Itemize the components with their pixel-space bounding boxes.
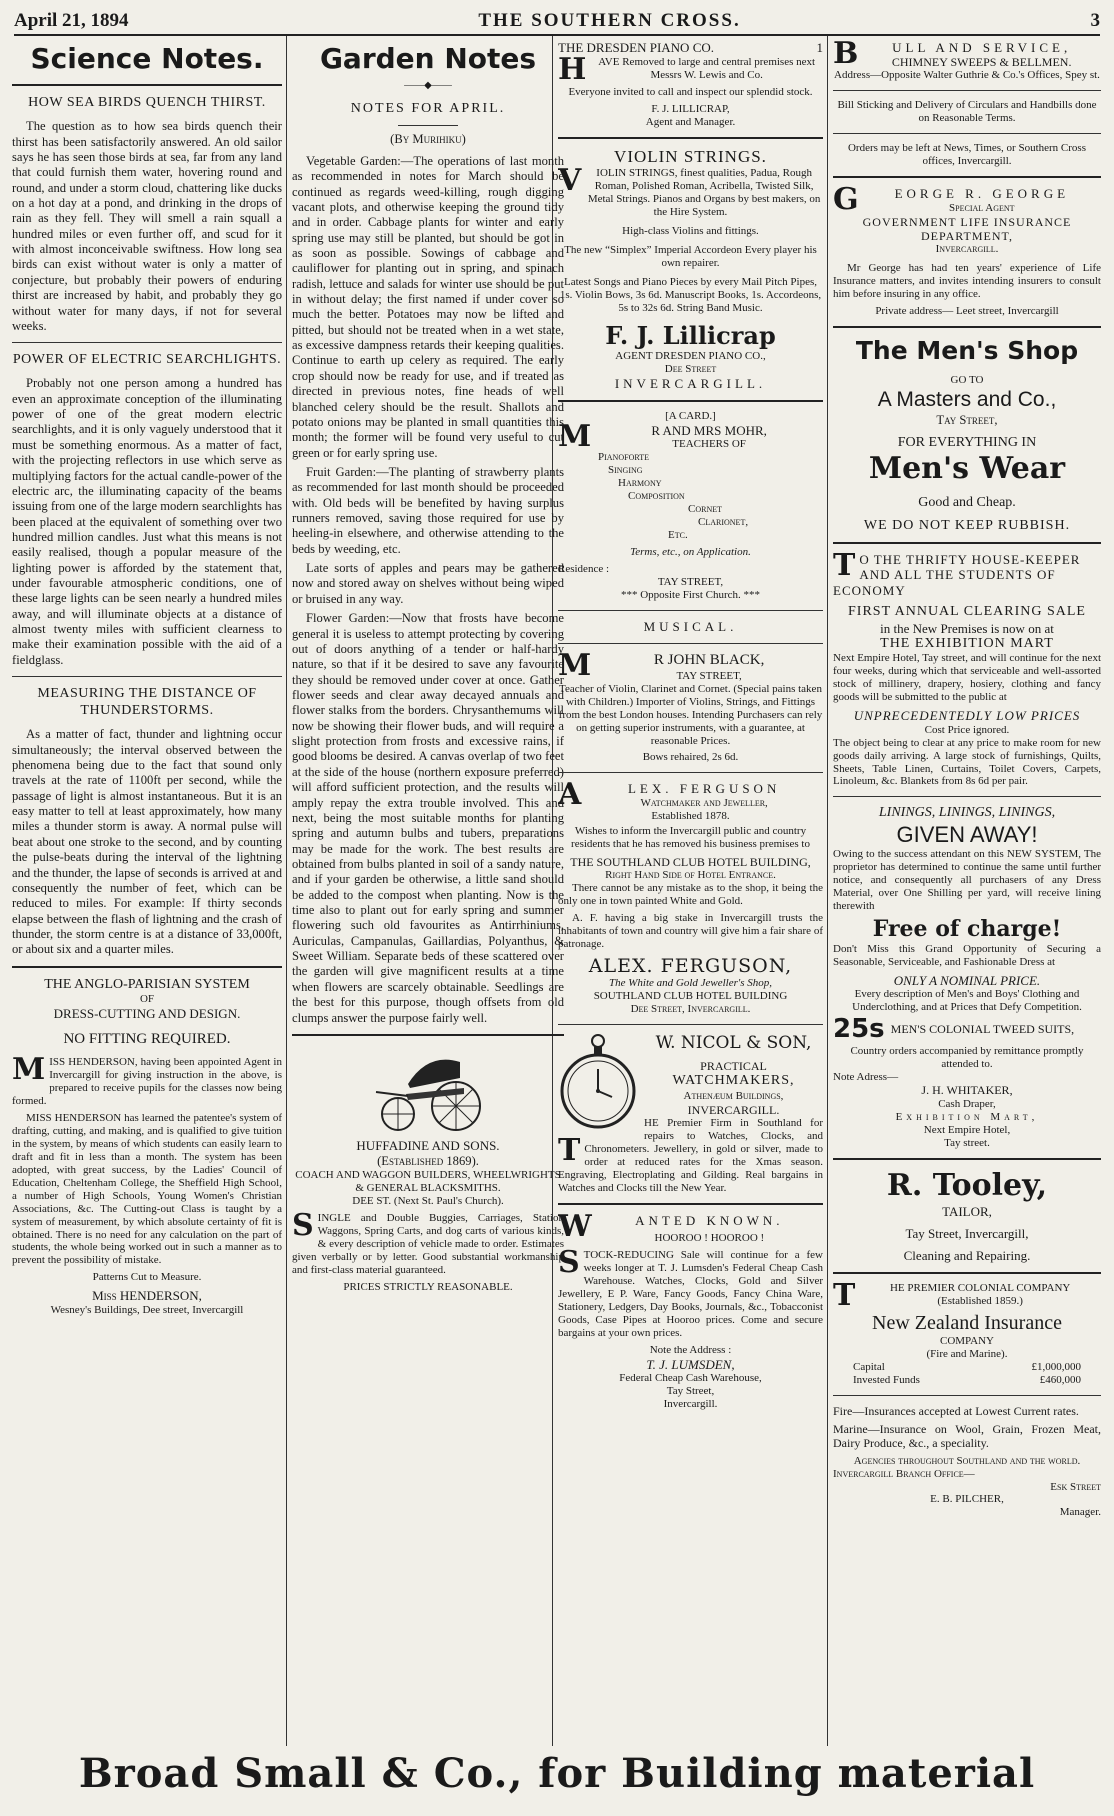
drop-cap: B	[833, 40, 859, 71]
ad-text: in the New Premises is now on at	[880, 620, 1054, 636]
footer-banner: Broad Small & Co., for Building material	[78, 1750, 1036, 1797]
divider	[558, 400, 823, 402]
ad-text: GO TO	[950, 374, 984, 387]
lillicrap-title: F. J. Lillicrap	[605, 321, 776, 351]
divider	[558, 643, 823, 644]
column-rule	[286, 36, 287, 1746]
mens-shop-title: The Men's Shop	[855, 335, 1079, 365]
ad-text: Right Hand Side of Hotel Entrance.	[605, 868, 776, 881]
article-text: Late sorts of apples and pears may be gathered now and stored away on shelves without being wiped or bruised in any way.	[292, 561, 564, 606]
ad-text: Every description of Men's and Boys' Clothing and Underclothing, and at Prices that Defy Competition.	[852, 987, 1082, 1013]
ad-text: Good and Cheap.	[918, 494, 1016, 510]
ad-text: ISS HENDERSON, having been appointed Agent in Invercargill for giving instruction in the above, is prepared to receive pupils for the classes now being formed.	[12, 1055, 282, 1107]
ad-text: DEE ST. (Next St. Paul's Church).	[352, 1195, 504, 1208]
black-ad	[558, 647, 823, 764]
violin-ad	[558, 163, 823, 315]
ad-text: Everyone invited to call and inspect our splendid stock.	[568, 85, 813, 98]
ad-heading	[558, 40, 823, 56]
subject: Etc.	[668, 529, 688, 542]
ferguson-ad	[558, 777, 823, 1015]
ad-text: TAY STREET,	[657, 576, 724, 589]
subject: Pianoforte	[598, 451, 649, 464]
ad-text: WE DO NOT KEEP RUBBISH.	[863, 517, 1071, 533]
ad-text: PRACTICAL	[700, 1058, 767, 1073]
ad-heading: LEX. FERGUSON	[627, 781, 781, 797]
ad-text: UNPRECEDENTEDLY LOW PRICES	[853, 708, 1081, 724]
ad-text: Cash Draper,	[938, 1097, 996, 1110]
ad-text: Orders may be left at News, Times, or Southern Cross offices, Invercargill.	[847, 142, 1086, 168]
ad-text: PRICES STRICTLY REASONABLE.	[343, 1280, 513, 1293]
page-number: 3	[1090, 10, 1100, 31]
ad-text: Bows rehaired, 2s 6d.	[642, 751, 739, 764]
ad-text: The object being to clear at any price to make room for new goods daily arriving. A large stock of furnishings, Quilts, Sheets, Table Linen, Curtains, Toilet Covers, Carpets, Linoleum, &c. Blankets from 8s 6d per pair.	[833, 736, 1101, 788]
article-heading: NOTES FOR APRIL.	[350, 101, 506, 117]
ad-text: (Fire and Marine).	[926, 1348, 1008, 1361]
divider	[833, 90, 1101, 91]
ad-signature: T. J. LUMSDEN,	[646, 1356, 735, 1372]
ad-text: Invercargill.	[663, 1397, 718, 1410]
ornament-icon: ——◆——	[404, 80, 452, 92]
ad-text: Mr George has had ten years' experience of Life Insurance matters, and invites intending insurers to consult him before insuring in any office.	[833, 261, 1101, 300]
ad-heading: DRESS-CUTTING AND DESIGN.	[53, 1005, 241, 1021]
ad-text: Watchmaker and Jeweller,	[640, 796, 768, 809]
divider	[833, 1158, 1101, 1160]
column-garden-notes	[292, 40, 564, 1740]
ad-text: Invercargill Branch Office—	[833, 1467, 975, 1480]
drop-cap: M	[12, 1051, 46, 1087]
ad-text: Special Agent	[949, 201, 1015, 214]
masthead	[14, 6, 1100, 36]
ad-text: (Established 1859.)	[937, 1294, 1023, 1307]
invested-row	[833, 1374, 1101, 1387]
ad-heading: NO FITTING REQUIRED.	[63, 1030, 231, 1047]
ad-text: The White and Gold Jeweller's Shop,	[608, 977, 773, 990]
column-rule	[827, 36, 828, 1746]
ad-text: Tay Street, Invercargill,	[905, 1225, 1029, 1241]
divider	[292, 1034, 564, 1036]
article-heading: MEASURING THE DISTANCE OF THUNDERSTORMS.	[37, 686, 257, 719]
column-science-notes	[12, 40, 282, 1740]
ad-text: Next Empire Hotel, Tay street, and will continue for the next four weeks, during which that serviceable and well-assorted stock of millinery, drapery, hosiery, clothing and fancy goods will be submitted to the public at	[833, 652, 1101, 704]
drop-cap: H	[558, 51, 587, 87]
invested-label: Invested Funds	[853, 1374, 920, 1387]
ad-text: Don't Miss this Grand Opportunity of Securing a Seasonable, Serviceable, and Fashionable Dress at	[833, 942, 1101, 968]
capital-label: Capital	[853, 1361, 885, 1374]
ad-text: The new “Simplex” Imperial Accordeon Every player his own repairer.	[564, 244, 817, 270]
ad-text: INVERCARGILL.	[614, 376, 767, 392]
article-text: Flower Garden:—Now that frosts have become general it is useless to attempt protecting by covering out of doors anything of a tender or half-hardy nature, so that if it be desired to save any favourite they should be removed under cover at once. Gather flower seeds and clear away decayed annuals and flower stalks from the borders. Chrysanthemums will now be showing their flower buds, and will require a slight protection from frosts and excessive rains, if good blooms be desired. A canvas overlap of two feet at the side of the house (northern exposure preferred) will afford sufficient protection, and the results will amply repay the extra trouble involved. This and next, being the most suitable months for planting spring and autumn bulbs and tubers, preparations may be made for the work. The best results are obtained from bulbs planted in soil of a sandy nature, and if your garden be otherwise, a little sand should be added to the compost when planting. Now is the time also to plant out for early spring and summer flowering such old favourites as Antirrhiniums, Auriculas, Campanulas, Gaillardias, Polyanthus, & Sweet William. Separate beds of these scattered over the garden will give magnificent results at a time when flowers are scarcely obtainable. Seedlings are the best for this purpose, though offsets from old clumps answer the purpose fairly well.	[292, 611, 564, 1025]
drop-cap: S	[558, 1244, 580, 1280]
ad-heading: ULL AND SERVICE,	[892, 40, 1072, 55]
ad-text: WATCHMAKERS,	[672, 1073, 795, 1089]
ad-text: TAILOR,	[942, 1204, 992, 1220]
ad-text: Esk Street	[1050, 1480, 1101, 1493]
given-away-title: GIVEN AWAY!	[896, 821, 1038, 847]
ad-text: Cost Price ignored.	[924, 723, 1010, 736]
ad-text: A. F. having a big stake in Invercargill trusts the inhabitants of town and country will give him a fair share of patronage.	[558, 911, 823, 950]
ad-signature: F. J. LILLICRAP,	[651, 102, 730, 115]
drop-cap: V	[558, 163, 582, 199]
nicol-ad	[558, 1033, 823, 1195]
ad-heading: OF	[139, 992, 155, 1005]
divider	[558, 137, 823, 139]
article-text: Fruit Garden:—The planting of strawberry plants as recommended for last month should be proceeded with. Old beds will be benefited by having surplus runners removed, saving those required for use by heeling-in elsewhere, and otherwise attending to the beds by weeding, etc.	[292, 464, 564, 556]
ad-text: TAY STREET,	[676, 669, 742, 682]
divider	[833, 1395, 1101, 1396]
ad-text: *** Opposite First Church. ***	[620, 589, 761, 602]
divider	[398, 125, 458, 126]
ad-text: ONLY A NOMINAL PRICE.	[893, 972, 1041, 988]
dresden-ad	[558, 51, 823, 129]
ad-text: Tay street.	[944, 1136, 990, 1149]
mens-wear-title: Men's Wear	[868, 451, 1066, 487]
ad-heading: O THE THRIFTY HOUSE-KEEPER AND ALL THE STUDENTS OF ECONOMY	[833, 552, 1081, 598]
column-advertisements	[558, 40, 823, 1740]
ad-address: Wesney's Buildings, Dee street, Invercargill	[50, 1303, 244, 1316]
ad-text: Owing to the success attendant on this NEW SYSTEM, The proprietor has determined to continue the same until further notice, and consequently all purchasers of any Dress Material, over One Shilling per yard, will receive lining therewith	[833, 847, 1101, 912]
ad-text: Cleaning and Repairing.	[903, 1247, 1031, 1263]
bull-service-ad	[833, 40, 1101, 168]
ad-text: Residence :	[558, 563, 610, 576]
subject: Clarionet,	[698, 516, 749, 529]
ad-text: Federal Cheap Cash Warehouse,	[619, 1371, 762, 1384]
ad-text: Invercargill.	[935, 242, 999, 255]
ad-heading: THE EXHIBITION MART	[880, 635, 1054, 651]
ad-text: Teacher of Violin, Clarinet and Cornet. (Special pains taken with Children.) Importer of Violins, Strings, and Fittings from the best London houses. Intending Purchasers can rely on getting superior instruments, with a guarantee, at reasonable Prices.	[558, 682, 823, 747]
ad-heading: VIOLIN STRINGS.	[614, 146, 767, 166]
divider	[833, 1272, 1101, 1274]
ad-text: IOLIN STRINGS, finest qualities, Padua, Rough Roman, Polished Roman, Acribella, Twisted Silk, Metal Strings. Pianos and Organs by best makers, on the Hire System.	[587, 167, 821, 219]
ad-text: (Established 1869).	[377, 1153, 479, 1168]
divider	[558, 1024, 823, 1025]
ad-signature: Miss HENDERSON,	[92, 1288, 202, 1304]
ad-text: Established 1878.	[651, 809, 730, 822]
ad-text: LININGS, LININGS, LININGS,	[878, 805, 1056, 821]
divider	[558, 1203, 823, 1205]
henderson-ad	[12, 1051, 282, 1317]
ad-text: TEACHERS OF	[672, 438, 746, 451]
issue-date: April 21, 1894	[14, 10, 129, 31]
capital-row	[833, 1361, 1101, 1374]
nz-insurance-ad	[833, 1277, 1101, 1520]
ad-text: Marine—Insurance on Wool, Grain, Frozen Meat, Dairy Produce, &c., a speciality.	[833, 1422, 1101, 1451]
ad-text: AVE Removed to large and central premises next Messrs W. Lewis and Co.	[598, 55, 816, 81]
ad-text: Manager.	[1059, 1506, 1101, 1519]
ad-text: Bill Sticking and Delivery of Circulars and Handbills done on Reasonable Terms.	[837, 99, 1097, 125]
ad-text: Note Adress—	[833, 1070, 899, 1083]
ad-text: Country orders accompanied by remittance promptly attended to.	[850, 1044, 1084, 1070]
dresden-heading: THE DRESDEN PIANO CO.	[558, 40, 714, 55]
ad-text: Fire—Insurances accepted at Lowest Current rates.	[833, 1404, 1079, 1419]
article-heading: POWER OF ELECTRIC SEARCHLIGHTS.	[12, 352, 282, 368]
ad-heading: FIRST ANNUAL CLEARING SALE	[848, 604, 1086, 620]
ad-text: Terms, etc., on Application.	[630, 546, 751, 559]
ad-text: [A CARD.]	[665, 410, 716, 423]
ad-text: Patterns Cut to Measure.	[92, 1271, 202, 1284]
mohr-ad	[558, 419, 823, 602]
capital-value: £1,000,000	[1031, 1361, 1081, 1374]
tooley-title: R. Tooley,	[886, 1167, 1048, 1203]
ad-text: SOUTHLAND CLUB HOTEL BUILDING	[593, 989, 788, 1002]
science-notes-title: Science Notes.	[30, 42, 264, 75]
subject: Harmony	[618, 477, 662, 490]
article-text: As a matter of fact, thunder and lightning occur simultaneously; the interval observed between the phenomena being due to the fact that sound only travels at the rate of 1100ft per second, while the passage of light is almost instantaneous. But it is an easy matter to tell at least approximately, how many miles a thunder storm is away. A normal pulse will beat about one stroke to the second, and by counting the pulse-beats during the interval of the lightning and the thunder, the lapse of seconds is arrived at and consequently the number of feet, which can be reduced to miles. For example: If thirty seconds elapse between the flash of lightning and the crash of thunder, the storm centre is at a distance of 33,000ft, or about six and a quarter miles.	[12, 727, 282, 957]
exhibition-mart-ad	[833, 548, 1101, 1149]
ad-text: COMPANY	[939, 1335, 994, 1348]
subjects-list	[558, 451, 823, 542]
ad-heading: HE PREMIER COLONIAL COMPANY	[889, 1281, 1071, 1294]
ad-text: Address—Opposite Walter Guthrie & Co.'s Offices, Spey st.	[834, 69, 1100, 82]
ad-heading: HUFFADINE AND SONS.	[356, 1137, 500, 1153]
drop-cap: T	[833, 1277, 856, 1313]
huffadine-ad	[292, 1208, 564, 1294]
ad-text: Exhibition Mart,	[895, 1110, 1039, 1123]
ad-text: Latest Songs and Piano Pieces by every Mail Pitch Pipes, 1s. Violin Bows, 3s 6d. Manuscript Books, 1s. Accordeons, 5s to 32s 6d. String Band Music.	[559, 276, 822, 315]
ad-heading: R AND MRS MOHR,	[651, 423, 767, 439]
article-heading: HOW SEA BIRDS QUENCH THIRST.	[28, 95, 266, 111]
ad-heading: R JOHN BLACK,	[653, 651, 765, 668]
buggy-illustration	[368, 1044, 488, 1134]
article-text: The question as to how sea birds quench their thirst has been satisfactorily answered. An old sailor says he has seen those birds at sea, far from any land that could furnish them water, hovering round and round, and under a storm cloud, chattering like ducks on a hot day at a pond, and drinking in the drops of rain as they fell. They will smell a rain squall a hundred miles or even further off, and scud for it with almost inconceivable swiftness. How long sea birds can exist without water is only a matter of conjecture, but probably their powers of enduring thirst are increased by habit, and probably they go without water for many days, if not for several weeks.	[12, 119, 282, 333]
ad-text: Wishes to inform the Invercargill public and country residents that he has removed his business premises to	[571, 824, 810, 850]
ad-text: Tay Street,	[936, 412, 998, 427]
subject: Singing	[608, 464, 643, 477]
article-text: Probably not one person among a hundred has even an approximate conception of the illuminating power of one of the great modern electric searchlights, and it is only vaguely understood that it must be something enormous. As a matter of fact, with the projecting reflectors in use which serve as multiplying factors for the actual candle-power of the electric arc, the illuminating capacity of the beams issuing from one of the large modern searchlights has been placed at the equivalent of something over two hundred million candles. Just what this means is not easily realised, though a popular measure of the lighting power is afforded by the statement that, under favourable atmospheric conditions, one of these large lights can be seen nearly a hundred miles away, and will illuminate objects at a distance of almost twenty miles with sufficient clearness to make their examination possible with the aid of a fieldglass.	[12, 376, 282, 667]
drop-cap: M	[558, 419, 592, 455]
drop-cap: G	[833, 182, 859, 218]
divider	[558, 610, 823, 611]
ad-text: MEN'S COLONIAL TWEED SUITS,	[890, 1022, 1075, 1037]
divider	[833, 542, 1101, 544]
article-text: Vegetable Garden:—The operations of last month as recommended in notes for March should be continued as regards weed-killing, rough digging vacant plots, and otherwise keeping the ground tidy and in order. Cabbage plants for winter and early spring use may still be planted, but should be got in as soon as possible. Sowings of cabbage and cauliflower for planting out in spring, and spinach radish, lettuce and salads for winter use should be put in without delay; the first named if under cover so much the better. Potatoes may now be lifted and pitted, but should not be treated when in a wet state, as excessive dampness retards their keeping qualities. Continue to earth up celery as required. The early crop should now be ready for use, and if treated as directed in previous notes, fine heads of well blanched celery should be the result. Shallots and potato onions may be planted in small quantities this month; the former will be found very useful to cut green or for early spring use.	[292, 153, 564, 460]
ad-text: High-class Violins and fittings.	[622, 225, 759, 238]
nz-insurance-title: New Zealand Insurance	[872, 1311, 1062, 1334]
suits-line	[833, 1014, 1101, 1045]
george-ad	[833, 182, 1101, 317]
ad-text: Private address— Leet street, Invercargill	[875, 304, 1059, 317]
ad-heading: THE ANGLO-PARISIAN SYSTEM	[44, 976, 250, 992]
ad-signature: J. H. WHITAKER,	[921, 1083, 1013, 1098]
divider	[12, 676, 282, 677]
lumsden-ad	[558, 1208, 823, 1411]
suits-price: 25s	[833, 1013, 885, 1044]
drop-cap: T	[558, 1132, 581, 1168]
ad-text: There cannot be any mistake as to the shop, it being the only one in town painted White and Gold.	[558, 881, 823, 907]
ad-text: Dee Street	[664, 363, 717, 376]
free-of-charge-title: Free of charge!	[872, 915, 1062, 942]
ad-heading: ANTED KNOWN.	[635, 1212, 784, 1228]
ad-text: INVERCARGILL.	[687, 1102, 780, 1117]
ad-text: TOCK-REDUCING Sale will continue for a few weeks longer at T. J. Lumsden's Federal Cheap Cash Warehouse. Watches, Clocks, Gold and Silver Jewellery, E P. Ware, Fancy Goods, Fancy China Ware, Stationery, Ledgers, Day Books, Journals, &c., Tobacconist Goods, Case Pipes at Hooroo prices. Come and secure bargains at your own prices.	[558, 1248, 823, 1339]
ad-signature: E. B. PILCHER,	[930, 1493, 1004, 1506]
column-advertisements-right	[833, 40, 1101, 1740]
garden-notes-title: Garden Notes	[319, 42, 537, 75]
divider	[12, 966, 282, 968]
divider	[12, 342, 282, 343]
ad-number: 1	[816, 40, 823, 55]
ad-heading: A Masters and Co.,	[877, 388, 1057, 412]
newspaper-title: THE SOUTHERN CROSS.	[478, 10, 741, 31]
drop-cap: T	[833, 548, 856, 584]
divider	[12, 84, 282, 86]
ad-text: FOR EVERYTHING IN	[897, 435, 1037, 451]
divider	[833, 326, 1101, 328]
ad-heading: EORGE R. GEORGE	[894, 186, 1070, 202]
ad-text: Next Empire Hotel,	[923, 1123, 1011, 1136]
ad-text: Agent and Manager.	[645, 115, 736, 128]
ad-text: MISS HENDERSON has learned the patentee's system of drafting, cutting, and making, and is qualified to give tuition in the system, by means of which students can easily learn to draft and fit in less than a month. The system has been adopted, with great success, by the Ladies' Council of Education, Cheltenham College, the Sheffield High School, a number of High Schools, Young Women's Christian Associations, &c. The Cutting-out Class is taught by a system of measurement, by which absolute certainty of fit is obtained. There is no need for any calculation on the part of students, the whole being worked out in such a manner as to prevent the possibility of mistake.	[12, 1111, 282, 1267]
ad-text: AGENT DRESDEN PIANO CO.,	[615, 350, 766, 363]
divider	[558, 772, 823, 773]
ad-heading: CHIMNEY SWEEPS & BELLMEN.	[891, 55, 1072, 70]
ad-text: Athenæum Buildings,	[683, 1089, 784, 1102]
invested-value: £460,000	[1039, 1374, 1081, 1387]
pocket-watch-icon	[558, 1033, 638, 1133]
ad-text: Note the Address :	[649, 1343, 732, 1356]
ad-text: THE SOUTHLAND CLUB HOTEL BUILDING,	[570, 854, 811, 869]
byline: (By Murihiku)	[390, 132, 466, 147]
nicol-title: W. NICOL & SON,	[655, 1032, 812, 1053]
divider	[833, 176, 1101, 178]
subject: Cornet	[688, 503, 723, 516]
subject: Composition	[628, 490, 685, 503]
ad-heading: MUSICAL.	[643, 619, 738, 635]
ad-text: Agencies throughout Southland and the world.	[853, 1454, 1081, 1467]
ferguson-title: ALEX. FERGUSON,	[588, 954, 793, 977]
drop-cap: S	[292, 1208, 314, 1244]
ad-text: INGLE and Double Buggies, Carriages, Station Waggons, Spring Carts, and dog carts of various kinds, & every description of vehicle made to order. Estimates given verbally or by letter. Good substantial workmanship and first-class material guaranteed.	[292, 1212, 564, 1276]
ad-text: COACH AND WAGGON BUILDERS, WHEELWRIGHTS & GENERAL BLACKSMITHS.	[295, 1169, 561, 1195]
drop-cap: M	[558, 647, 592, 683]
ad-text: Tay Street,	[666, 1384, 715, 1397]
ad-text: Dee Street, Invercargill.	[630, 1002, 751, 1015]
drop-cap: A	[558, 777, 582, 813]
drop-cap: W	[558, 1208, 592, 1244]
ad-text: GOVERNMENT LIFE INSURANCE DEPARTMENT,	[862, 214, 1072, 243]
divider	[833, 796, 1101, 797]
ad-text: HE Premier Firm in Southland for repairs to Watches, Clocks, and Chronometers. Jewellery, in gold or silver, made to order at reduced rates for the Xmas season. Engraving, Electroplating and Gilding. Real bargains in Watches and Clocks till the New Year.	[558, 1116, 823, 1194]
divider	[833, 133, 1101, 134]
ad-text: HOOROO ! HOOROO !	[654, 1231, 765, 1244]
